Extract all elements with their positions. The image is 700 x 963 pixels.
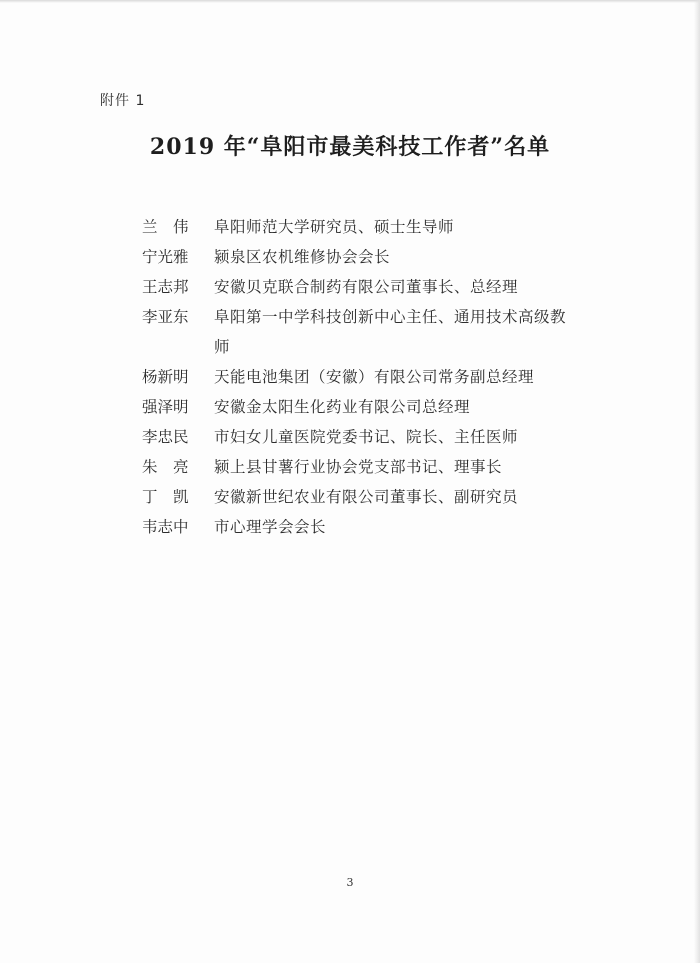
- honoree-title: 阜阳师范大学研究员、硕士生导师: [214, 218, 455, 236]
- honoree-name: 丁 凯: [142, 488, 189, 506]
- list-item: [142, 392, 592, 422]
- list-item: [142, 362, 592, 392]
- honoree-title: 安徽金太阳生化药业有限公司总经理: [214, 398, 471, 416]
- attachment-label: 附件 1: [100, 93, 146, 109]
- page-number: 3: [346, 876, 354, 889]
- list-item: [142, 302, 592, 362]
- list-item: [142, 242, 592, 272]
- honoree-name: 韦志中: [142, 518, 189, 536]
- list-item: [142, 212, 592, 242]
- honoree-title: 市心理学会会长: [214, 518, 327, 536]
- honoree-name: 李亚东: [142, 308, 189, 326]
- honoree-title: 天能电池集团（安徽）有限公司常务副总经理: [214, 368, 535, 386]
- honoree-list: [142, 212, 592, 542]
- list-item: [142, 512, 592, 542]
- honoree-name: 朱 亮: [142, 458, 189, 476]
- scan-edge-top: [0, 0, 700, 3]
- honoree-title: 颍泉区农机维修协会会长: [214, 248, 391, 266]
- honoree-name: 兰 伟: [142, 218, 189, 236]
- honoree-title: 安徽新世纪农业有限公司董事长、副研究员: [214, 488, 519, 506]
- list-item: [142, 272, 592, 302]
- list-item: [142, 422, 592, 452]
- honoree-name: 王志邦: [142, 278, 189, 296]
- list-item: [142, 482, 592, 512]
- honoree-name: 强泽明: [142, 398, 189, 416]
- honoree-title: 市妇女儿童医院党委书记、院长、主任医师: [214, 428, 519, 446]
- honoree-name: 李忠民: [142, 428, 189, 446]
- document-title: 2019 年“阜阳市最美科技工作者”名单: [149, 134, 551, 160]
- honoree-title: 安徽贝克联合制药有限公司董事长、总经理: [214, 278, 519, 296]
- list-item: [142, 452, 592, 482]
- honoree-name: 宁光雅: [142, 248, 189, 266]
- honoree-name: 杨新明: [142, 368, 189, 386]
- honoree-title: 颍上县甘薯行业协会党支部书记、理事长: [214, 458, 503, 476]
- honoree-title: 阜阳第一中学科技创新中心主任、通用技术高级教师: [214, 308, 567, 356]
